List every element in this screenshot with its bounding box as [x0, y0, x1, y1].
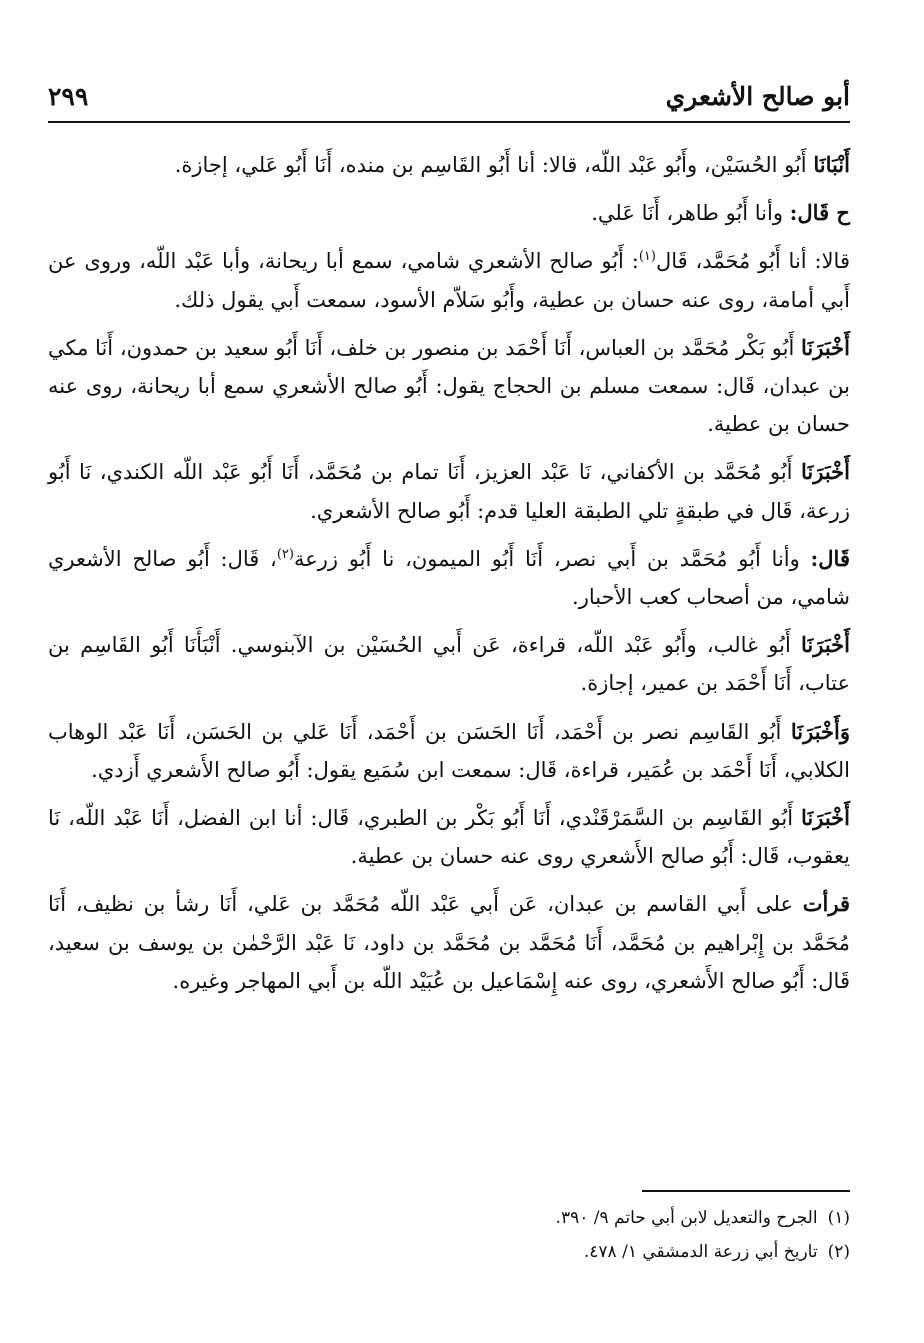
footnote-rule — [642, 1190, 850, 1192]
paragraph-text: أَبُو القَاسِم بن السَّمَرْقَنْدي، أَنَا أَبُو بَكْر بن الطبري، قَال: أنا ابن الفضل، أَنَا عَبْد اللّه، نَا يعقوب، قَال: أَبُو صالح الأَشعري روى عنه حسان بن عطية. — [48, 806, 850, 869]
paragraph-text: ، قَال: أَبُو صالح الأشعري شامي، من أصحاب كعب الأحبار. — [48, 546, 850, 610]
paragraph — [48, 194, 850, 232]
paragraph-text: أَبُو مُحَمَّد بن الأكفاني، نَا عَبْد العزيز، أَنَا تمام بن مُحَمَّد، أَنَا أَبُو عَبْد اللّه الكندي، نَا أَبُو زرعة، قَال في طبقةٍ تلي الطبقة العليا قدم: أَبُو صالح الأشعري. — [48, 460, 850, 523]
paragraph-lead: أَخْبَرَنَا — [801, 459, 850, 485]
paragraph-text: أَبُو الحُسَيْن، وأَبُو عَبْد اللّه، قالا: أنا أَبُو القَاسِم بن منده، أَنَا أَبُو عَلي، إجازة. — [174, 153, 814, 177]
paragraph-lead: أَخْبَرَنَا — [801, 805, 850, 831]
paragraph-text: : أَبُو صالح الأشعري شامي، سمع أبا ريحانة، وأبا عَبْد اللّه، وروى عن أَبي أمامة، روى عنه حسان بن عطية، وأَبُو سَلاّم الأسود، سمعت أَبي يقول ذلك. — [48, 249, 850, 312]
footnotes — [48, 1201, 850, 1269]
paragraph — [48, 885, 850, 1000]
paragraph — [48, 713, 850, 789]
paragraph — [48, 242, 850, 318]
paragraph — [48, 453, 850, 529]
paragraph-text: على أَبي القاسم بن عبدان، عَن أَبي عَبْد اللّه مُحَمَّد بن عَلي، أَنَا رشأ بن نظيف، أَنَا مُحَمَّد بن إِبْراهيم بن مُحَمَّد، أَنَا مُحَمَّد بن مُحَمَّد بن داود، نَا عَبْد الرَّحْمٰن بن يوسف بن سعيد، قَال: أَبُو صالح الأَشعري، روى عنه إِسْمَاعيل بن عُبَيْد اللّه بن أَبي المهاجر وغيره. — [48, 892, 850, 993]
paragraph — [48, 799, 850, 875]
footnote-text: الجرح والتعديل لابن أبي حاتم ٩/ ٣٩٠. — [555, 1208, 818, 1228]
footnote-ref[interactable]: (٢) — [276, 546, 294, 562]
footnote-number: (١) — [827, 1208, 850, 1228]
page-number: ٢٩٩ — [48, 82, 89, 111]
paragraph-text: وأنا أَبُو طاهر، أَنَا عَلي. — [591, 201, 790, 226]
footnote-text: تاريخ أبي زرعة الدمشقي ١/ ٤٧٨. — [583, 1242, 818, 1262]
page-header — [48, 78, 850, 118]
paragraph — [48, 146, 850, 184]
paragraph-text: أَبُو غالب، وأَبُو عَبْد اللّه، قراءة، عَن أَبي الحُسَيْن بن الآبنوسي. أَنْبَأَنَا أَبُو القَاسِم بن عتاب، أَنَا أَحْمَد بن عمير، إجازة. — [48, 633, 850, 696]
paragraph — [48, 626, 850, 702]
paragraph-lead: ح قَال: — [789, 200, 850, 226]
paragraph-lead: قَال: — [810, 545, 850, 571]
paragraph-lead: وَأَخْبَرَنَا — [790, 718, 850, 744]
footnote — [48, 1201, 850, 1235]
paragraph-text: وأنا أَبُو مُحَمَّد بن أَبي نصر، أَنَا أَبُو الميمون، نا أَبُو زرعة — [293, 546, 811, 571]
footnote — [48, 1235, 850, 1269]
paragraph-lead: أَنْبَانَا — [813, 152, 850, 177]
main-text — [48, 146, 850, 1010]
running-title: أبو صالح الأشعري — [665, 82, 850, 111]
paragraph-text: أَبُو بَكْر مُحَمَّد بن العباس، أَنَا أَحْمَد بن منصور بن خلف، أَنَا أَبُو سعيد بن حمدون، أَنَا مكي بن عبدان، قَال: سمعت مسلم بن الحجاج يقول: أَبُو صالح الأشعري سمع أبا ريحانة، روى عنه حسان بن عطية. — [48, 335, 850, 437]
paragraph — [48, 540, 850, 616]
paragraph-lead: قرأت — [802, 891, 850, 917]
paragraph-lead: أَخْبَرَنَا — [801, 334, 850, 360]
paragraph-text: قالا: أنا أَبُو مُحَمَّد، قَال — [655, 249, 850, 274]
footnote-ref[interactable]: (١) — [638, 249, 656, 265]
footnote-number: (٢) — [827, 1242, 850, 1262]
paragraph-text: أَبُو القَاسِم نصر بن أَحْمَد، أَنَا الحَسَن بن أَحْمَد، أَنَا عَلي بن الحَسَن، أَنَا عَبْد الوهاب الكلابي، أَنَا أَحْمَد بن عُمَير، قراءة، قَال: سمعت ابن سُمَيع يقول: أَبُو صالح الأَشعري أَزدي. — [48, 719, 850, 782]
header-rule — [48, 121, 850, 123]
paragraph — [48, 329, 850, 444]
paragraph-lead: أَخْبَرَنَا — [801, 632, 850, 658]
